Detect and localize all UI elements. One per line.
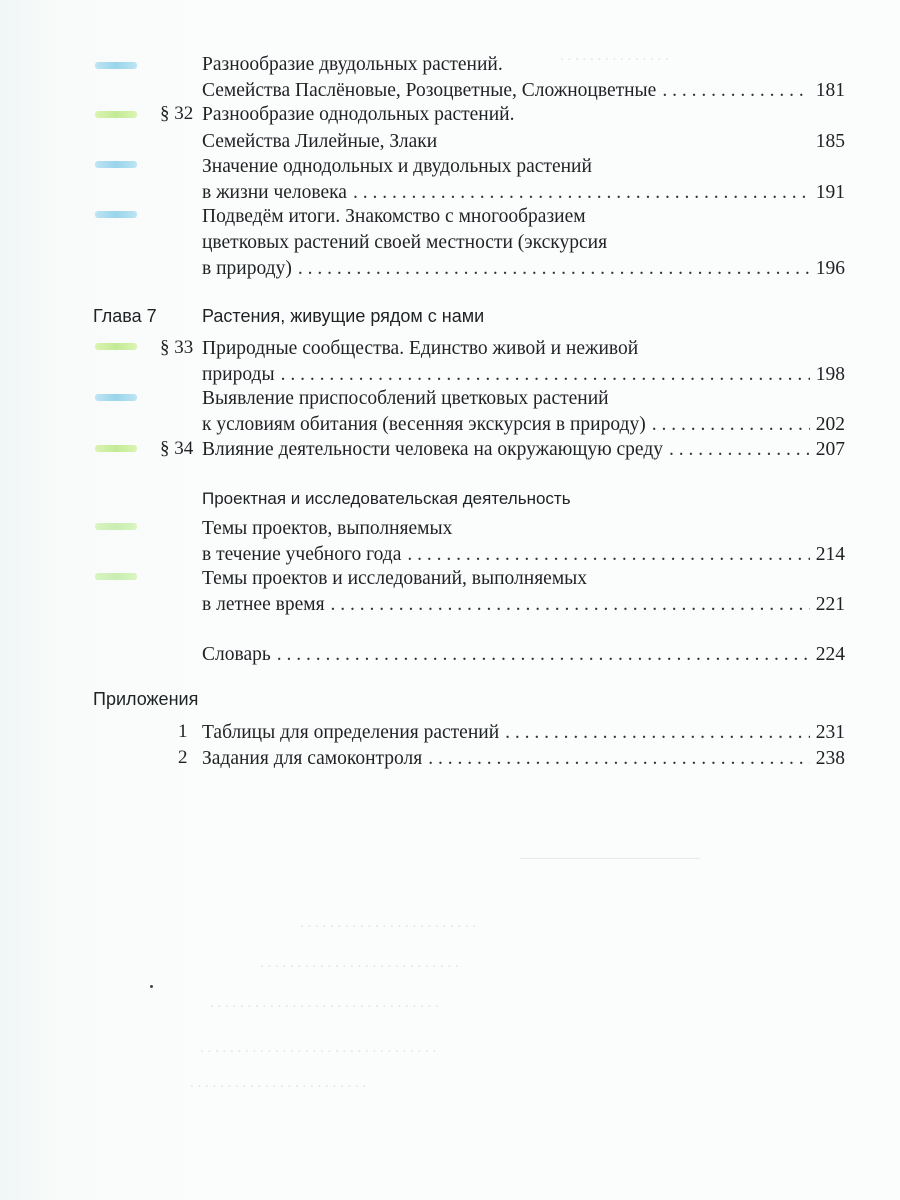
toc-entry[interactable] bbox=[202, 593, 845, 617]
page-number: 191 bbox=[815, 182, 845, 203]
paragraph-number: § 32 bbox=[160, 103, 194, 124]
leader-dots bbox=[428, 747, 810, 771]
chapter-title[interactable]: Растения, живущие рядом с нами bbox=[202, 306, 485, 326]
ink-speck bbox=[150, 985, 153, 988]
leader-dots bbox=[277, 643, 810, 667]
page-number: 214 bbox=[815, 544, 845, 565]
color-marker bbox=[95, 161, 137, 168]
show-through-text: ———————————— bbox=[520, 850, 700, 866]
page-number: 221 bbox=[815, 594, 845, 615]
toc-entry-line: Значение однодольных и двудольных растений bbox=[202, 156, 592, 177]
toc-entry-line: Природные сообщества. Единство живой и неживой bbox=[202, 338, 639, 359]
toc-entry-title: к условиям обитания (весенняя экскурсия в природу) bbox=[202, 414, 646, 435]
toc-entry[interactable] bbox=[202, 721, 845, 745]
toc-entry[interactable] bbox=[202, 257, 845, 281]
toc-entry-title: природы bbox=[202, 364, 275, 385]
toc-entry-title: в течение учебного года bbox=[202, 544, 402, 565]
toc-entry-line: Разнообразие двудольных растений. bbox=[202, 54, 503, 75]
appendix-heading: Приложения bbox=[93, 689, 199, 709]
toc-entry-title: Семейства Лилейные, Злаки bbox=[202, 131, 438, 152]
toc-entry-title: в летнее время bbox=[202, 594, 325, 615]
toc-entry[interactable] bbox=[202, 130, 845, 154]
color-marker bbox=[95, 394, 137, 401]
leader-dots bbox=[353, 181, 810, 205]
page-number: 185 bbox=[815, 131, 845, 152]
toc-entry[interactable] bbox=[202, 79, 845, 103]
color-marker bbox=[95, 111, 137, 118]
leader-dots bbox=[298, 257, 810, 281]
show-through-text: . . . . . . . . . . . . . . . . . . . . . . . . . . . bbox=[260, 955, 459, 971]
color-marker bbox=[95, 573, 137, 580]
page-number: 238 bbox=[815, 748, 845, 769]
toc-entry-line: Разнообразие однодольных растений. bbox=[202, 104, 515, 125]
toc-entry-line: Темы проектов и исследований, выполняемых bbox=[202, 568, 588, 589]
leader-dots bbox=[505, 721, 810, 745]
toc-entry-line: Подведём итоги. Знакомство с многообразием bbox=[202, 206, 586, 227]
leader-dots bbox=[281, 363, 810, 387]
toc-entry[interactable] bbox=[202, 543, 845, 567]
leader-dots bbox=[669, 438, 810, 462]
toc-entry[interactable] bbox=[202, 363, 845, 387]
toc-entry-line: Выявление приспособлений цветковых растений bbox=[202, 388, 609, 409]
toc-entry[interactable] bbox=[202, 747, 845, 771]
page-number: 224 bbox=[815, 644, 845, 665]
color-marker bbox=[95, 343, 137, 350]
page-number: 231 bbox=[815, 722, 845, 743]
show-through-text: . . . . . . . . . . . . . . . bbox=[560, 48, 669, 64]
color-marker bbox=[95, 211, 137, 218]
color-marker bbox=[95, 62, 137, 69]
toc-entry-title: Таблицы для определения растений bbox=[202, 722, 500, 743]
page-number: 207 bbox=[815, 439, 845, 460]
toc-entry[interactable] bbox=[202, 181, 845, 205]
toc-entry[interactable] bbox=[202, 413, 845, 437]
leader-dots bbox=[407, 543, 809, 567]
page-number: 198 bbox=[815, 364, 845, 385]
toc-entry-title: Задания для самоконтроля bbox=[202, 748, 423, 769]
toc-entry[interactable] bbox=[202, 438, 845, 462]
appendix-number: 1 bbox=[178, 721, 188, 742]
toc-entry-title: Словарь bbox=[202, 644, 271, 665]
show-through-text: . . . . . . . . . . . . . . . . . . . . . . . . bbox=[190, 1075, 367, 1091]
section-heading[interactable]: Проектная и исследовательская деятельность bbox=[202, 489, 571, 508]
appendix-number: 2 bbox=[178, 747, 188, 768]
chapter-label: Глава 7 bbox=[93, 306, 157, 326]
toc-entry-line: Темы проектов, выполняемых bbox=[202, 518, 453, 539]
toc-entry-title: Влияние деятельности человека на окружающую среду bbox=[202, 439, 664, 460]
toc-entry-title: в природу) bbox=[202, 258, 292, 279]
leader-dots bbox=[331, 593, 810, 617]
toc-entry-line: цветковых растений своей местности (экскурсия bbox=[202, 232, 608, 253]
paragraph-number: § 34 bbox=[160, 438, 194, 459]
show-through-text: . . . . . . . . . . . . . . . . . . . . . . . . . . . . . . . . bbox=[200, 1040, 437, 1056]
toc-entry-title: Семейства Паслёновые, Розоцветные, Сложноцветные bbox=[202, 80, 657, 101]
toc-entry-title: в жизни человека bbox=[202, 182, 347, 203]
paragraph-number: § 33 bbox=[160, 337, 194, 358]
leader-dots bbox=[662, 79, 809, 103]
color-marker bbox=[95, 523, 137, 530]
page-number: 196 bbox=[815, 258, 845, 279]
page-number: 202 bbox=[815, 414, 845, 435]
color-marker bbox=[95, 445, 137, 452]
show-through-text: . . . . . . . . . . . . . . . . . . . . . . . . bbox=[300, 915, 477, 931]
page-number: 181 bbox=[815, 80, 845, 101]
leader-dots bbox=[652, 413, 810, 437]
show-through-text: . . . . . . . . . . . . . . . . . . . . . . . . . . . . . . . bbox=[210, 995, 439, 1011]
toc-entry[interactable] bbox=[202, 643, 845, 667]
